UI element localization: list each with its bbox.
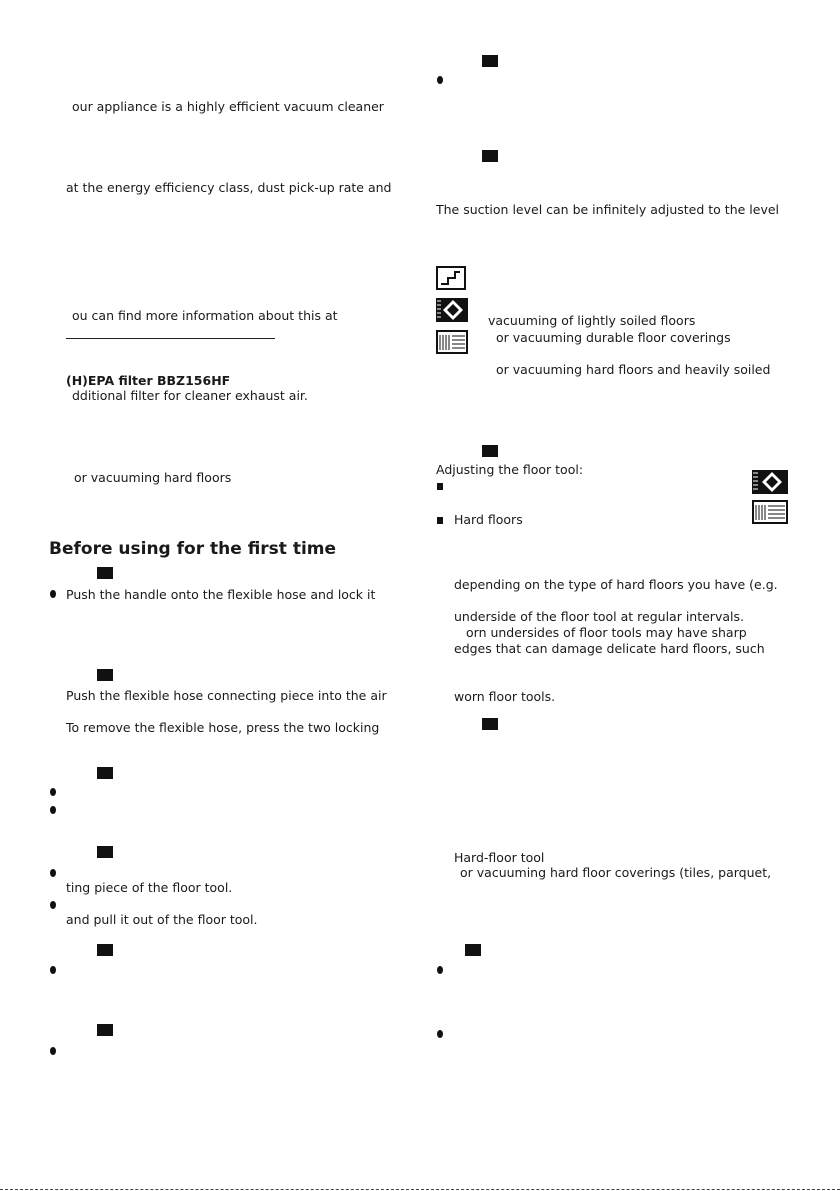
light-soil-line: vacuuming of lightly soiled floors xyxy=(488,313,696,328)
energy-line: at the energy efficiency class, dust pick-up rate and xyxy=(66,180,392,195)
adjusting-line: Adjusting the floor tool: xyxy=(436,462,584,477)
bullet-icon xyxy=(50,966,56,974)
depending-line: depending on the type of hard floors you have (e.g. xyxy=(454,577,778,592)
hard-floor-tool-title: Hard-floor tool xyxy=(454,850,545,865)
suction-line: The suction level can be infinitely adjusted to the level xyxy=(436,202,780,217)
figure-ref-box xyxy=(97,846,113,858)
more-info-line: ou can find more information about this at xyxy=(72,308,338,323)
figure-ref-box xyxy=(97,944,113,956)
hard-floors-line: or vacuuming hard floors xyxy=(74,470,232,485)
page-bottom-rule xyxy=(0,1189,840,1190)
bullet-icon xyxy=(50,869,56,877)
hard-floor-grid-icon xyxy=(752,500,788,524)
filter-description: dditional filter for cleaner exhaust air. xyxy=(72,388,308,403)
figure-ref-box xyxy=(482,150,498,162)
carpet-diamond-icon xyxy=(752,470,788,494)
intro-line: our appliance is a highly efficient vacuum cleaner xyxy=(72,99,384,114)
filter-title: (H)EPA filter BBZ156HF xyxy=(66,373,231,388)
hard-floor-grid-icon xyxy=(436,330,468,354)
heavy-soil-line: or vacuuming hard floors and heavily soiled xyxy=(496,362,771,377)
hard-floors-item: Hard floors xyxy=(454,512,523,527)
bullet-icon xyxy=(50,806,56,814)
link-underline xyxy=(66,338,275,339)
underside-line: underside of the floor tool at regular intervals. xyxy=(454,609,744,624)
square-bullet-icon xyxy=(437,483,443,490)
bullet-icon xyxy=(437,76,443,84)
figure-ref-box xyxy=(97,1024,113,1036)
bullet-icon xyxy=(50,1047,56,1055)
figure-ref-box xyxy=(482,718,498,730)
section-heading: Before using for the first time xyxy=(49,539,337,559)
figure-ref-box xyxy=(482,445,498,457)
figure-ref-box xyxy=(97,567,113,579)
figure-ref-box xyxy=(97,669,113,681)
carpet-diamond-icon xyxy=(436,298,468,322)
handle-step: Push the handle onto the flexible hose and lock it xyxy=(66,587,376,602)
bullet-icon xyxy=(50,788,56,796)
durable-line: or vacuuming durable floor coverings xyxy=(496,330,731,345)
figure-ref-box xyxy=(465,944,481,956)
figure-ref-box xyxy=(97,767,113,779)
bullet-icon xyxy=(437,966,443,974)
bullet-icon xyxy=(50,901,56,909)
bullet-icon xyxy=(50,590,56,598)
bullet-icon xyxy=(437,1030,443,1038)
connect-piece-line: ting piece of the floor tool. xyxy=(66,880,233,895)
worn-tools-line: worn floor tools. xyxy=(454,689,556,704)
pull-out-line: and pull it out of the floor tool. xyxy=(66,912,258,927)
suction-level-icon xyxy=(436,266,466,290)
hard-floor-cover-line: or vacuuming hard floor coverings (tiles, parquet, xyxy=(460,865,772,880)
figure-ref-box xyxy=(482,55,498,67)
remove-step: To remove the flexible hose, press the two locking xyxy=(66,720,380,735)
edges-line: edges that can damage delicate hard floors, such xyxy=(454,641,765,656)
square-bullet-icon xyxy=(437,517,443,524)
hose-step: Push the flexible hose connecting piece into the air xyxy=(66,688,387,703)
worn-undersides-line: orn undersides of floor tools may have sharp xyxy=(466,625,747,640)
